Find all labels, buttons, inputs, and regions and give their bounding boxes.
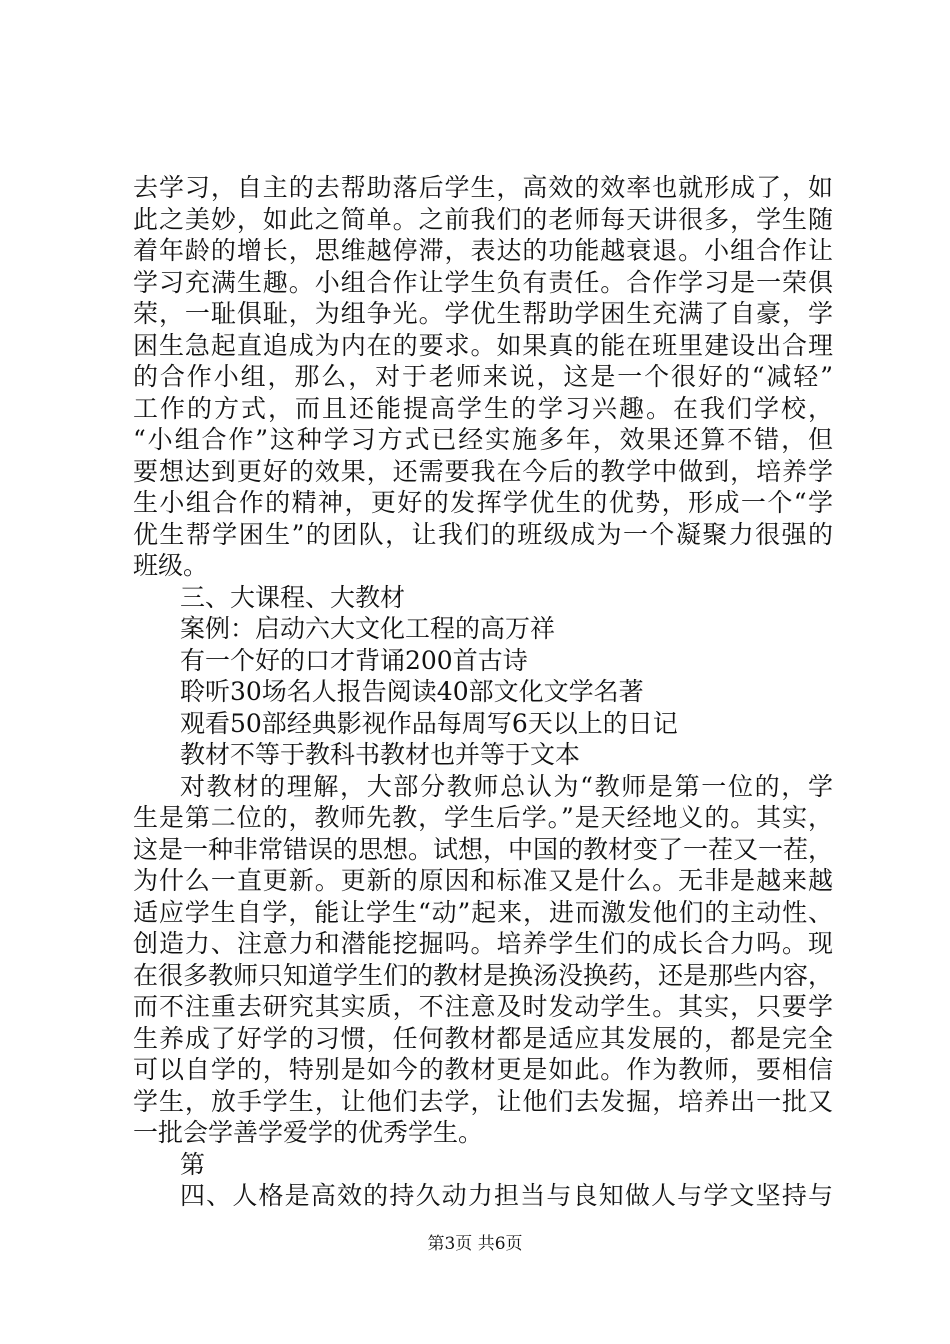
text-line: 荣，一耻俱耻，为组争光。学优生帮助学困生充满了自豪，学 (133, 299, 833, 328)
text-line: 对教材的理解，大部分教师总认为“教师是第一位的，学 (180, 771, 833, 801)
section-heading: 三、大课程、大教材 (180, 582, 406, 612)
text-line: 去学习，自主的去帮助落后学生，高效的效率也就形成了，如 (133, 173, 833, 202)
text-line: 困生急起直追成为内在的要求。如果真的能在班里建设出合理 (133, 330, 833, 360)
text-line: 工作的方式，而且还能提高学生的学习兴趣。在我们学校， (133, 393, 833, 423)
text-line: 一批会学善学爱学的优秀学生。 (133, 1118, 484, 1147)
text-line: 观看50部经典影视作品每周写6天以上的日记 (180, 708, 678, 738)
text-line: 班级。 (133, 551, 209, 580)
text-line: 聆听30场名人报告阅读40部文化文学名著 (180, 677, 644, 706)
text-line: “小组合作”这种学习方式已经实施多年，效果还算不错，但 (133, 425, 833, 454)
text-line: 生养成了好学的习惯，任何教材都是适应其发展的，都是完全 (133, 1023, 833, 1053)
document-body (133, 172, 833, 1212)
text-line: 第 (180, 1149, 206, 1179)
text-line: 适应学生自学，能让学生“动”起来，进而激发他们的主动性、 (133, 897, 833, 927)
text-line: 的合作小组，那么，对于老师来说，这是一个很好的“减轻” (133, 362, 833, 391)
text-line: 在很多教师只知道学生们的教材是换汤没换药，还是那些内容， (133, 960, 833, 990)
text-line: 生是第二位的，教师先教，学生后学。”是天经地义的。其实， (133, 803, 833, 832)
text-line: 为什么一直更新。更新的原因和标准又是什么。无非是越来越 (133, 866, 833, 895)
section-heading: 四、人格是高效的持久动力担当与良知做人与学文坚持与 (180, 1181, 833, 1210)
text-line: 而不注重去研究其实质，不注意及时发动学生。其实，只要学 (133, 992, 833, 1021)
text-line: 要想达到更好的效果，还需要我在今后的教学中做到，培养学 (133, 456, 833, 486)
text-line: 有一个好的口才背诵200首古诗 (180, 645, 528, 675)
text-line: 教材不等于教科书教材也并等于文本 (180, 740, 581, 769)
page-footer: 第3页 共6页 (427, 1234, 523, 1254)
text-line: 生小组合作的精神，更好的发挥学优生的优势，形成一个“学 (133, 488, 833, 517)
text-line: 优生帮学困生”的团队，让我们的班级成为一个凝聚力很强的 (133, 519, 833, 549)
text-line: 案例：启动六大文化工程的高万祥 (180, 614, 556, 643)
text-line: 可以自学的，特别是如今的教材更是如此。作为教师，要相信 (133, 1055, 833, 1084)
text-line: 创造力、注意力和潜能挖掘吗。培养学生们的成长合力吗。现 (133, 929, 833, 958)
text-line: 此之美妙，如此之简单。之前我们的老师每天讲很多，学生随 (133, 204, 833, 234)
text-line: 着年龄的增长，思维越停滞，表达的功能越衰退。小组合作让 (133, 236, 833, 265)
text-line: 这是一种非常错误的思想。试想，中国的教材变了一茬又一茬， (133, 834, 833, 864)
text-line: 学生，放手学生，让他们去学，让他们去发掘，培养出一批又 (133, 1086, 833, 1116)
text-line: 学习充满生趣。小组合作让学生负有责任。合作学习是一荣俱 (133, 267, 833, 297)
